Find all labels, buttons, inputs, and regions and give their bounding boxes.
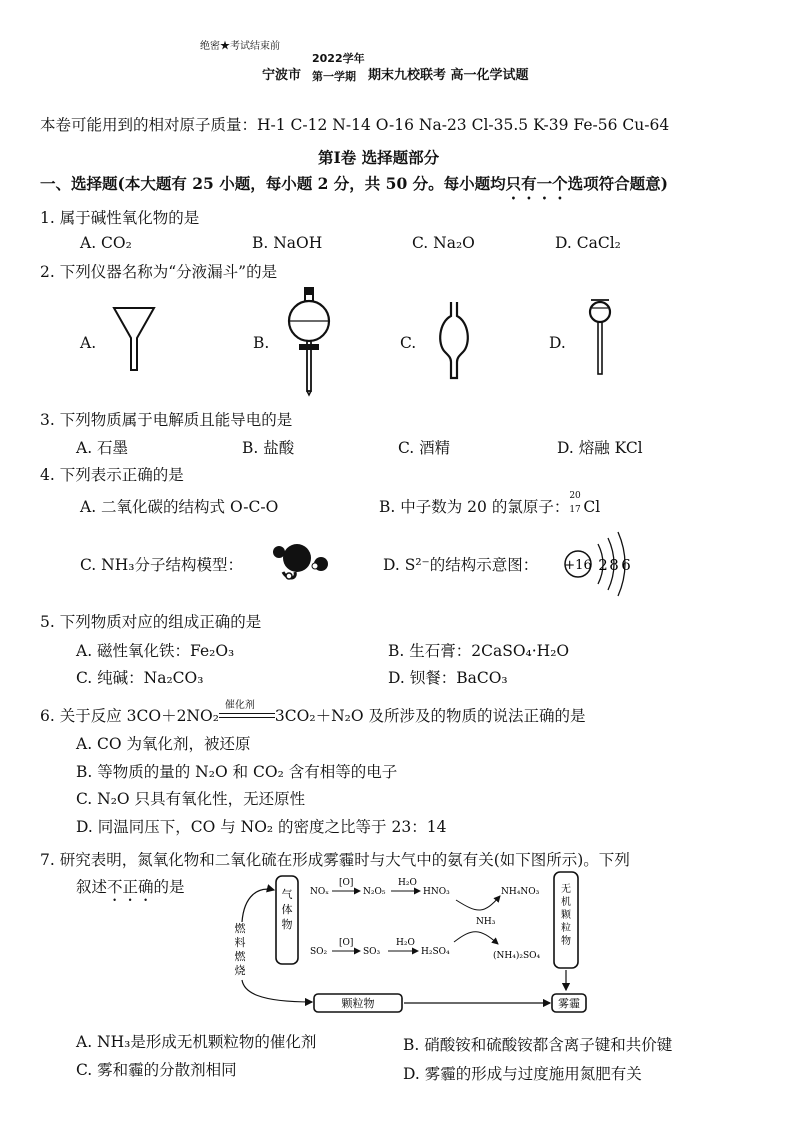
svg-text:物: 物 <box>561 936 571 947</box>
q2-option-b: B. <box>253 334 270 352</box>
q2-option-c: C. <box>400 334 417 352</box>
svg-text:料: 料 <box>234 936 246 949</box>
q3-stem: 3. 下列物质属于电解质且能导电的是 <box>40 411 293 429</box>
separatory-funnel-icon <box>285 285 335 397</box>
q6-option-c: C. N₂O 只具有氧化性，无还原性 <box>76 790 306 808</box>
q4-option-a: A. 二氧化碳的结构式 O-C-O <box>80 498 279 516</box>
q4-stem: 4. 下列表示正确的是 <box>40 466 184 484</box>
ammonium-sulfate-label: (NH₄)₂SO₄ <box>493 951 541 961</box>
oxidation-label-1: [O] <box>339 878 354 888</box>
dropping-funnel-icon <box>583 296 617 380</box>
svg-text:无: 无 <box>561 884 571 895</box>
q7-stem-line2: 叙述不正确的是 <box>76 878 185 896</box>
common-funnel-icon <box>110 304 160 374</box>
header-term: 第一学期 <box>312 70 356 83</box>
n2o5-label: N₂O₅ <box>363 887 386 897</box>
gas-label-1: 气 <box>281 888 293 901</box>
isotope-atomic-number: 17 <box>569 505 581 515</box>
nh3-label: NH₃ <box>476 917 496 927</box>
q6-stem: 6. 关于反应 3CO＋2NO₂ 催化剂 3CO₂＋N₂O 及所涉及的物质的说法正确的是 <box>40 704 585 726</box>
q7-option-b: B. 硝酸铵和硫酸铵都含离子键和共价键 <box>403 1036 673 1054</box>
q5-option-a: A. 磁性氧化铁：Fe₂O₃ <box>76 642 235 660</box>
bulb-funnel-icon <box>431 300 481 382</box>
q4-option-b: B. 中子数为 20 的氯原子： 20 17 Cl <box>379 491 601 516</box>
shell-2: 8 <box>609 556 619 574</box>
q6-option-b: B. 等物质的量的 N₂O 和 CO₂ 含有相等的电子 <box>76 763 398 781</box>
water-label-2: H₂O <box>396 938 415 948</box>
hno3-label: HNO₃ <box>423 887 450 897</box>
gas-label-3: 物 <box>281 918 293 931</box>
svg-text:燃: 燃 <box>234 922 246 935</box>
svg-text:粒: 粒 <box>561 923 571 934</box>
q3-option-b: B. 盐酸 <box>242 439 295 457</box>
q7-option-c: C. 雾和霾的分散剂相同 <box>76 1061 237 1079</box>
svg-text:机: 机 <box>561 897 571 908</box>
catalyst-label: 催化剂 <box>224 700 255 711</box>
q1-stem: 1. 属于碱性氧化物的是 <box>40 209 200 227</box>
q1-option-c: C. Na₂O <box>412 234 475 252</box>
gas-label-2: 体 <box>281 903 293 916</box>
part-title: 第Ⅰ卷 选择题部分 <box>318 148 440 167</box>
header-year: 2022学年 <box>312 52 365 65</box>
oxidation-label-2: [O] <box>339 938 354 948</box>
s2-ion-diagram <box>562 528 652 600</box>
q4-option-c: C. NH₃分子结构模型： <box>80 556 243 574</box>
q5-option-b: B. 生石膏：2CaSO₄·H₂O <box>388 642 570 660</box>
q6-option-d: D. 同温同压下，CO 与 NO₂ 的密度之比等于 23：14 <box>76 818 447 836</box>
so3-label: SO₃ <box>363 947 381 957</box>
section-title: 一、选择题(本大题有 25 小题，每小题 2 分，共 50 分。每小题均只有一个选项符合题意) <box>40 174 668 193</box>
q3-option-d: D. 熔融 KCl <box>557 439 643 457</box>
haze-formation-diagram <box>228 866 628 1026</box>
confidential-mark: 绝密★考试结束前 <box>200 41 280 52</box>
shell-3: 6 <box>621 556 631 574</box>
shell-1: 2 <box>598 556 608 574</box>
q1-option-a: A. CO₂ <box>80 234 132 252</box>
haze-label: 雾霾 <box>558 997 580 1010</box>
so2-label: SO₂ <box>310 947 328 957</box>
q6-option-a: A. CO 为氧化剂，被还原 <box>76 735 251 753</box>
q1-option-b: B. NaOH <box>252 234 323 252</box>
q3-option-a: A. 石墨 <box>76 439 129 457</box>
q1-option-d: D. CaCl₂ <box>555 234 621 252</box>
q2-option-a: A. <box>80 334 97 352</box>
q4-option-d: D. S²⁻的结构示意图： <box>383 556 539 574</box>
isotope-mass-number: 20 <box>569 491 581 501</box>
q5-option-d: D. 钡餐：BaCO₃ <box>388 669 508 687</box>
isotope-symbol: Cl <box>583 498 601 516</box>
svg-text:颗: 颗 <box>561 910 571 921</box>
svg-text:烧: 烧 <box>234 964 246 977</box>
nh4no3-label: NH₄NO₃ <box>501 887 540 897</box>
q2-option-d: D. <box>549 334 566 352</box>
atomic-masses: 本卷可能用到的相对原子质量：H-1 C-12 N-14 O-16 Na-23 Cl-35.5 K-39 Fe-56 Cu-64 <box>40 116 670 134</box>
h2so4-label: H₂SO₄ <box>421 947 450 957</box>
particles-label: 颗粒物 <box>341 997 375 1010</box>
water-label-1: H₂O <box>398 878 417 888</box>
header-title: 期末九校联考 高一化学试题 <box>368 68 529 83</box>
q2-stem: 2. 下列仪器名称为“分液漏斗”的是 <box>40 263 278 281</box>
nox-label: NOₓ <box>310 887 330 897</box>
svg-text:燃: 燃 <box>234 950 246 963</box>
q3-option-c: C. 酒精 <box>398 439 451 457</box>
q7-option-d: D. 雾霾的形成与过度施用氮肥有关 <box>403 1065 642 1083</box>
q7-stem-line1: 7. 研究表明，氮氧化物和二氧化硫在形成雾霾时与大气中的氨有关(如下图所示)。下列 <box>40 851 630 869</box>
q7-option-a: A. NH₃是形成无机颗粒物的催化剂 <box>76 1033 317 1051</box>
nh3-model-icon <box>265 538 345 588</box>
nucleus-charge: +16 <box>564 558 592 573</box>
header-city: 宁波市 <box>262 68 302 83</box>
q5-stem: 5. 下列物质对应的组成正确的是 <box>40 613 262 631</box>
q5-option-c: C. 纯碱：Na₂CO₃ <box>76 669 204 687</box>
